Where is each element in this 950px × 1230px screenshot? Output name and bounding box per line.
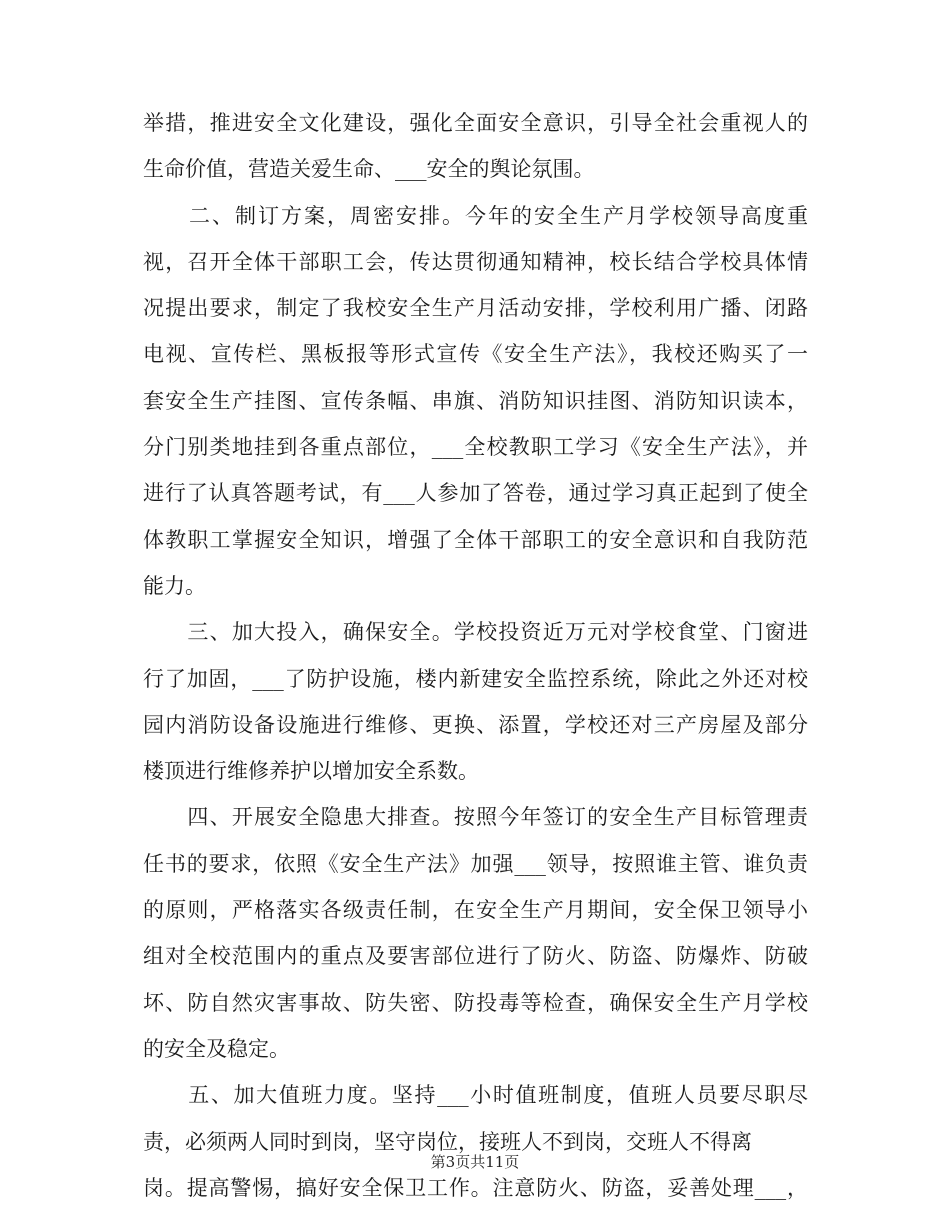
text-line: 三、加大投入，确保安全。学校投资近万元对学校食堂、门窗进	[143, 620, 808, 645]
text-line: 任书的要求，依照《安全生产法》加强___领导，按照谁主管、谁负责	[143, 851, 808, 876]
text-line: 行了加固，___了防护设施，楼内新建安全监控系统，除此之外还对校	[143, 666, 808, 691]
text-line: 况提出要求，制定了我校安全生产月活动安排，学校利用广播、闭路	[143, 296, 808, 321]
text-line: 组对全校范围内的重点及要害部位进行了防火、防盗、防爆炸、防破	[143, 944, 808, 969]
text-line: 园内消防设备设施进行维修、更换、添置，学校还对三产房屋及部分	[143, 712, 808, 737]
text-line: 体教职工掌握安全知识，增强了全体干部职工的安全意识和自我防范	[143, 527, 808, 552]
text-line: 五、加大值班力度。坚持___小时值班制度，值班人员要尽职尽	[143, 1083, 808, 1108]
text-line: 电视、宣传栏、黑板报等形式宣传《安全生产法》，我校还购买了一	[143, 342, 808, 367]
text-line: 二、制订方案，周密安排。今年的安全生产月学校领导高度重	[143, 203, 808, 228]
text-line: 楼顶进行维修养护以增加安全系数。	[143, 759, 479, 784]
text-line: 坏、防自然灾害事故、防失密、防投毒等检查，确保安全生产月学校	[143, 990, 808, 1015]
text-line: 套安全生产挂图、宣传条幅、串旗、消防知识挂图、消防知识读本，	[143, 388, 808, 413]
body-text	[143, 100, 808, 1211]
text-line: 责，必须两人同时到岗，坚守岗位，接班人不到岗，交班人不得离	[143, 1129, 752, 1154]
text-line: 四、开展安全隐患大排查。按照今年签订的安全生产目标管理责	[143, 805, 808, 830]
text-line: 的原则，严格落实各级责任制，在安全生产月期间，安全保卫领导小	[143, 898, 808, 923]
page-footer: 第3页共11页	[430, 1153, 520, 1171]
text-line: 能力。	[143, 573, 206, 598]
text-line: 视，召开全体干部职工会，传达贯彻通知精神，校长结合学校具体情	[143, 249, 808, 274]
text-line: 的安全及稳定。	[143, 1036, 290, 1061]
text-line: 举措，推进安全文化建设，强化全面安全意识，引导全社会重视人的	[143, 111, 808, 135]
text-line: 岗。提高警惕，搞好安全保卫工作。注意防火、防盗，妥善处理___，	[143, 1175, 808, 1200]
text-line: 进行了认真答题考试，有___人参加了答卷，通过学习真正起到了使全	[143, 481, 808, 506]
text-line: 生命价值，营造关爱生命、___安全的舆论氛围。	[143, 157, 595, 182]
text-line: 分门别类地挂到各重点部位，___全校教职工学习《安全生产法》，并	[143, 435, 808, 460]
